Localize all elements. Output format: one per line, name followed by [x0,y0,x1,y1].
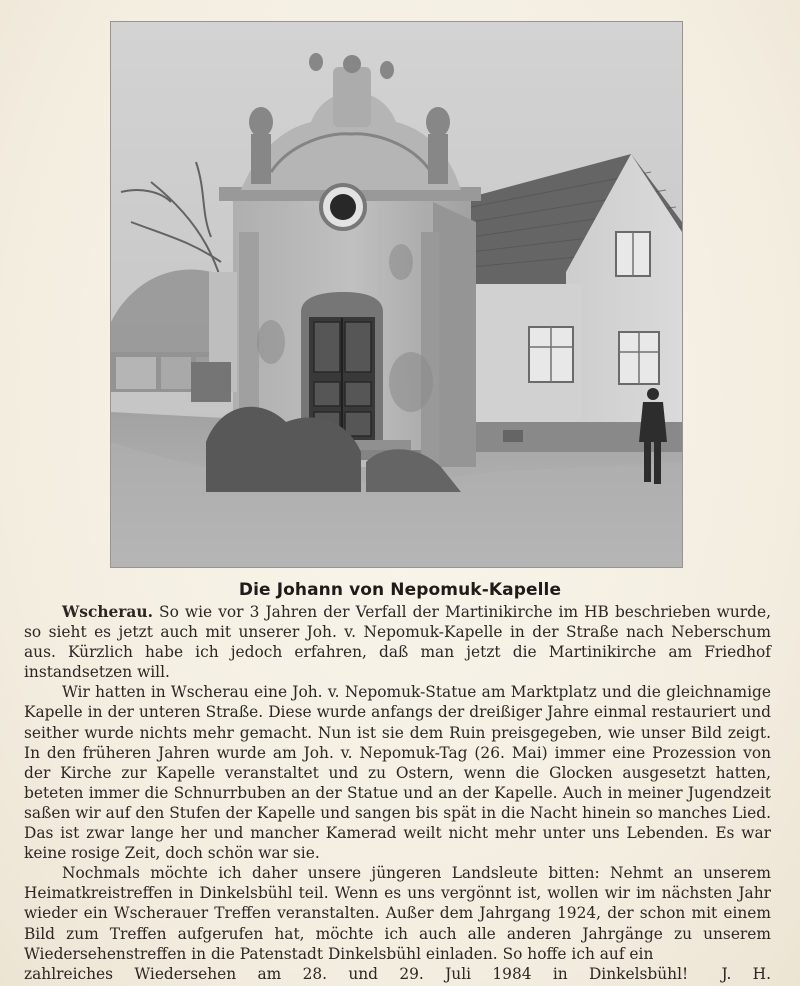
closing-line [24,964,771,984]
author-signature: J. H. [721,964,771,983]
place-name: Wscherau. [62,603,153,621]
article-title: Die Johann von Nepomuk-Kapelle [238,580,562,600]
paragraph-3: Nochmals möchte ich daher unsere jüngeren Landsleute bitten: Nehmt an unserem Heimatkreistreffen in Dinkelsbühl teil. Wenn es uns vergönnt ist, wollen wir im nächsten Jahr wieder ein Wscherauer Treffen veranstalten. Außer dem Jahrgang 1924, der schon mit einem Bild zum Treffen aufgerufen hat, möchte ich auch alle anderen Jahrgänge zu unserem Wiedersehenstreffen in die Patenstadt Dinkelsbühl einladen. So hoffe ich auf ein [24,864,771,963]
paragraph-2: Wir hatten in Wscherau eine Joh. v. Nepomuk-Statue am Marktplatz und die gleichnamige Kapelle in der unteren Straße. Diese wurde anfangs der dreißiger Jahre einmal restauriert und seither wurde nichts mehr gemacht. Nun ist sie dem Ruin preisgegeben, wie unser Bild zeigt. In den früheren Jahren wurde am Joh. v. Nepomuk-Tag (26. Mai) immer eine Prozession von der Kirche zur Kapelle veranstaltet und zu Ostern, wenn die Glocken ausgesetzt hatten, beteten immer die Schnurrbuben an der Statue und an der Kapelle. Auch in meiner Jugendzeit saßen wir auf den Stufen der Kapelle und sangen bis spät in die Nacht hinein so manches Lied. Das ist zwar lange her und mancher Kamerad weilt nicht mehr unter uns Lebenden. Es war keine rosige Zeit, doch schön war sie. [24,683,771,863]
closing-line-text: zahlreiches Wiedersehen am 28. und 29. Juli 1984 in Dinkelsbühl! [24,964,689,983]
paragraph-1 [24,602,771,682]
article-body [24,602,771,984]
paragraph-1-text: So wie vor 3 Jahren der Verfall der Martinikirche im HB beschrieben wurde, so sieht es jetzt auch mit unserer Joh. v. Nepomuk-Kapelle in der Straße nach Neberschum aus. Kürzlich habe ich jedoch erfahren, daß man jetzt die Martinikirche am Friedhof instandsetzen will. [24,603,771,682]
chapel-photo [111,22,682,567]
chapel-photo-illustration [111,22,682,567]
